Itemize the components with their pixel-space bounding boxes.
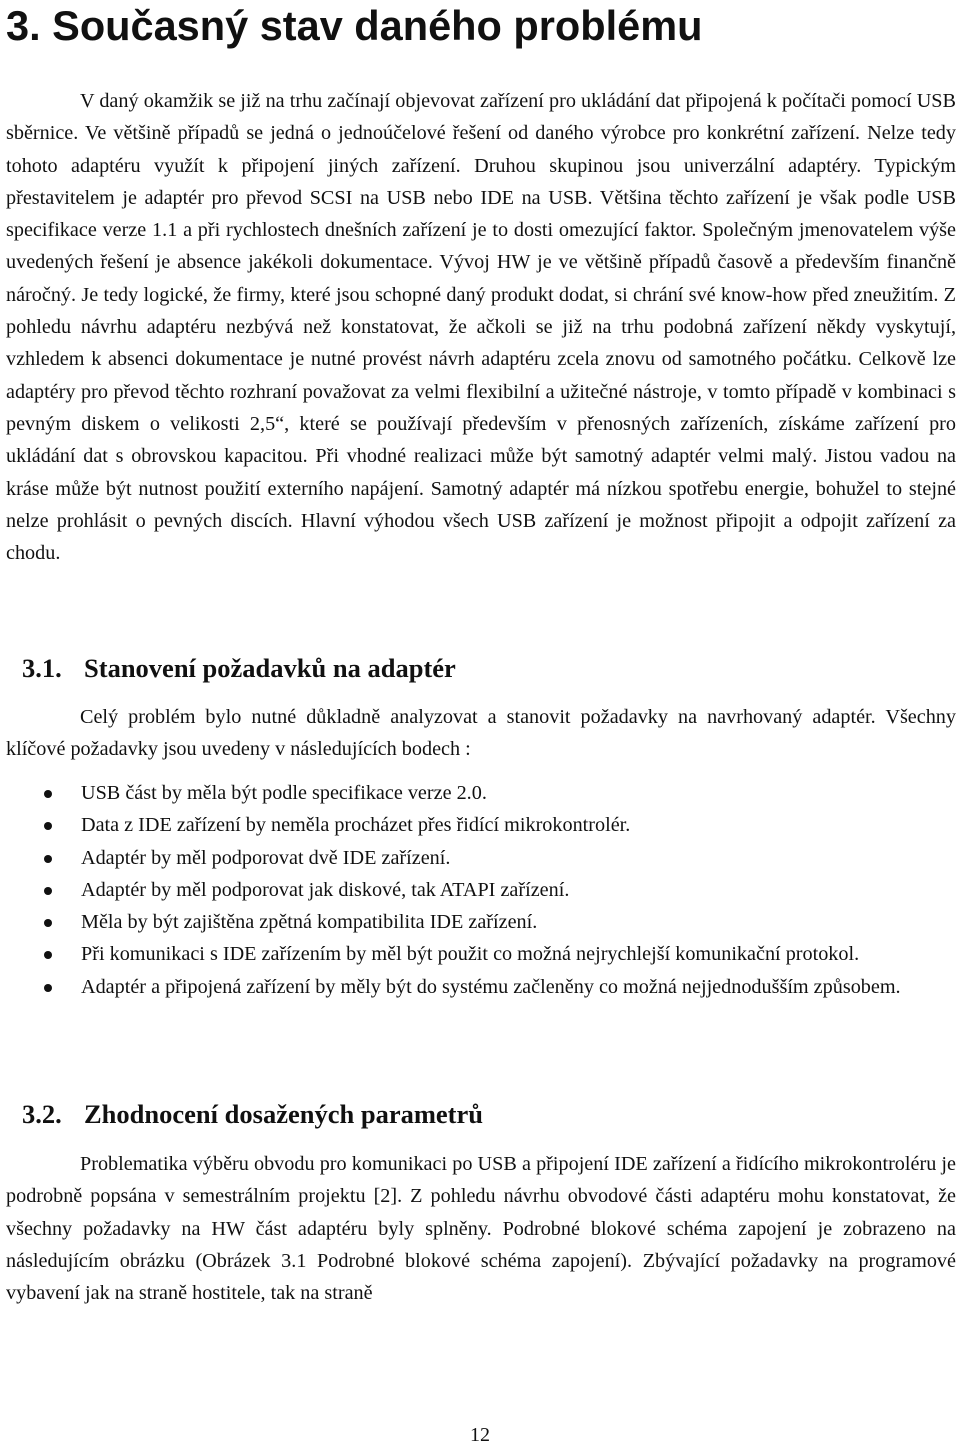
section-3-2-number: 3.2. — [22, 1099, 62, 1129]
bullet-icon — [44, 951, 52, 959]
bullet-icon — [44, 919, 52, 927]
list-item — [0, 842, 956, 874]
list-item — [0, 906, 956, 938]
chapter-paragraph: V daný okamžik se již na trhu začínají objevovat zařízení pro ukládání dat připojená k počítači pomocí USB sběrnice. Ve většině případů se jedná o jednoúčelové řešení od daného výrobce pro konkrétní zařízení. Nelze tedy tohoto adaptéru využít k připojení jiných zařízení. Druhou skupinou jsou univerzální adaptéry. Typickým přestavitelem je adaptér pro převod SCSI na USB nebo IDE na USB. Většina těchto zařízení je však podle USB specifikace verze 1.1 a při rychlostech dnešních zařízení je to dosti omezující faktor. Společným jmenovatelem výše uvedených řešení je absence jakékoli dokumentace. Vývoj HW je ve většině případů časově a především finančně náročný. Je tedy logické, že firmy, které jsou schopné daný produkt dodat, si chrání své know-how před zneužitím. Z pohledu návrhu adaptéru nezbývá než konstatovat, že ačkoli se již na trhu podobná zařízení někdy vyskytují, vzhledem k absenci dokumentace je nutné provést návrh adaptéru zcela znovu od samotného počátku. Celkově lze adaptéry pro převod těchto rozhraní považovat za velmi flexibilní a užitečné nástroje, v tomto případě v kombinaci s pevným diskem o velikosti 2,5“, které se používají především v přenosných zařízeních, získáme zařízení pro ukládání dat s obrovskou kapacitou. Při vhodné realizaci může být samotný adaptér velmi malý. Jistou vadou na kráse může být nutnost použití externího napájení. Samotný adaptér má nízkou spotřebu energie, bohužel to stejné nelze prohlásit o pevných discích. Hlavní výhodou všech USB zařízení je možnost připojit a odpojit zařízení za chodu. — [6, 90, 956, 565]
list-item-text: Při komunikaci s IDE zařízením by měl být použit co možná nejrychlejší komunikační protokol. — [81, 943, 860, 966]
section-3-1-title: Stanovení požadavků na adaptér — [84, 653, 456, 683]
list-item-text: Adaptér by měl podporovat jak diskové, tak ATAPI zařízení. — [81, 878, 570, 901]
section-3-1-paragraph: Celý problém bylo nutné důkladně analyzovat a stanovit požadavky na navrhovaný adaptér. Všechny klíčové požadavky jsou uvedeny v následujících bodech : — [6, 706, 956, 761]
bullet-icon — [44, 887, 52, 895]
bullet-icon — [44, 790, 52, 798]
section-3-2-heading — [22, 1098, 483, 1130]
list-item-text: Adaptér a připojená zařízení by měly být do systému začleněny co možná nejjednodušším způsobem. — [81, 975, 901, 998]
section-3-2-title: Zhodnocení dosažených parametrů — [84, 1099, 483, 1129]
list-item — [0, 971, 956, 1003]
chapter-title: 3. Současný stav daného problému — [6, 2, 703, 49]
list-item-text: Měla by být zajištěna zpětná kompatibilita IDE zařízení. — [81, 911, 538, 934]
list-item — [0, 777, 956, 809]
list-item-text: Data z IDE zařízení by neměla procházet přes řidící mikrokontrolér. — [81, 814, 631, 837]
bullet-icon — [44, 984, 52, 992]
bullet-icon — [44, 822, 52, 830]
list-item — [0, 874, 956, 906]
list-item-text: Adaptér by měl podporovat dvě IDE zařízení. — [81, 846, 451, 869]
section-3-1-number: 3.1. — [22, 653, 62, 683]
requirements-list — [0, 777, 956, 1003]
list-item — [0, 938, 956, 970]
page-number: 12 — [470, 1424, 490, 1446]
section-3-2-paragraph: Problematika výběru obvodu pro komunikaci po USB a připojení IDE zařízení a řidícího mikrokontroléru je podrobně popsána v semestrálním projektu [2]. Z pohledu návrhu obvodové části adaptéru mohu konstatovat, že všechny požadavky na HW část adaptéru byly splněny. Podrobné blokové schéma zapojení je zobrazeno na následujícím obrázku (Obrázek 3.1 Podrobné blokové schéma zapojení). Zbývající požadavky na programové vybavení jak na straně hostitele, tak na straně — [6, 1153, 956, 1305]
bullet-icon — [44, 855, 52, 863]
list-item — [0, 809, 956, 841]
list-item-text: USB část by měla být podle specifikace verze 2.0. — [81, 782, 487, 804]
section-3-1-heading — [22, 652, 456, 684]
